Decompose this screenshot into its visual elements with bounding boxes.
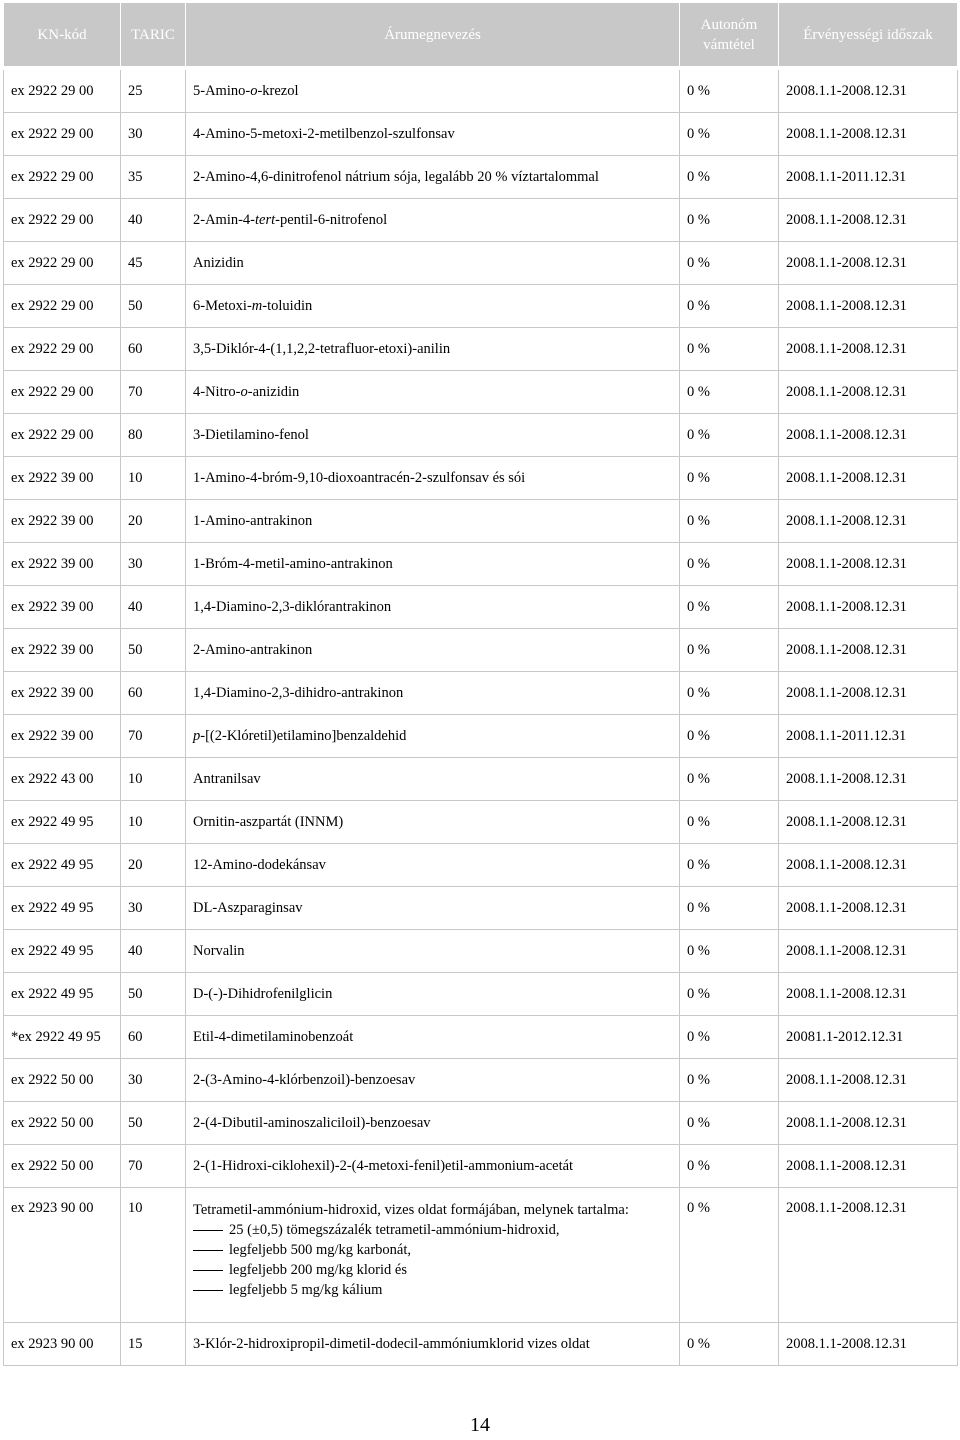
product-name-text <box>193 1027 679 1047</box>
table-row <box>4 242 958 285</box>
product-name-part: 4-Amino-5-metoxi-2-metilbenzol-szulfonsav <box>193 126 455 142</box>
cell-taric: 60 <box>121 328 186 371</box>
cell-validity-period: 2008.1.1-2008.12.31 <box>779 801 958 844</box>
product-name-text <box>193 812 679 832</box>
product-name-text <box>193 984 679 1004</box>
header-product-name: Árumegnevezés <box>186 3 680 69</box>
cell-validity-period: 2008.1.1-2008.12.31 <box>779 973 958 1016</box>
product-name-part: 3-Dietilamino-fenol <box>193 427 309 443</box>
cell-duty-rate: 0 % <box>680 242 779 285</box>
header-validity-period: Érvényességi időszak <box>779 3 958 69</box>
product-name-part: Norvalin <box>193 943 245 959</box>
cell-duty-rate: 0 % <box>680 543 779 586</box>
cell-duty-rate: 0 % <box>680 285 779 328</box>
product-name-text <box>193 941 679 961</box>
cell-product-name <box>186 758 680 801</box>
cell-product-name <box>186 543 680 586</box>
cell-product-name <box>186 1059 680 1102</box>
cell-duty-rate: 0 % <box>680 500 779 543</box>
cell-taric: 50 <box>121 1102 186 1145</box>
cell-product-name <box>186 801 680 844</box>
cell-duty-rate: 0 % <box>680 68 779 113</box>
cell-kn-code: ex 2922 49 95 <box>4 930 121 973</box>
cell-taric: 20 <box>121 500 186 543</box>
product-name-text <box>193 855 679 875</box>
composition-item: legfeljebb 5 mg/kg kálium <box>193 1280 679 1300</box>
cell-kn-code: ex 2922 43 00 <box>4 758 121 801</box>
cell-validity-period: 2008.1.1-2008.12.31 <box>779 457 958 500</box>
table-row <box>4 1059 958 1102</box>
cell-taric: 50 <box>121 285 186 328</box>
cell-product-name <box>186 199 680 242</box>
table-header-row <box>4 3 958 69</box>
cell-taric: 40 <box>121 586 186 629</box>
table-row <box>4 930 958 973</box>
composition-item: legfeljebb 500 mg/kg karbonát, <box>193 1240 679 1260</box>
product-name-text <box>193 468 679 488</box>
product-name-text <box>193 898 679 918</box>
cell-product-name <box>186 844 680 887</box>
cell-validity-period: 2008.1.1-2008.12.31 <box>779 68 958 113</box>
product-name-part: 1,4-Diamino-2,3-diklórantrakinon <box>193 599 392 615</box>
table-row <box>4 973 958 1016</box>
product-name-part: 2-(1-Hidroxi-ciklohexil)-2-(4-metoxi-fenil)etil-ammonium-acetát <box>193 1158 574 1174</box>
product-name-part: 1-Bróm-4-metil-amino-antrakinon <box>193 556 393 572</box>
cell-taric: 80 <box>121 414 186 457</box>
cell-kn-code: ex 2922 29 00 <box>4 285 121 328</box>
product-name-part: Ornitin-aszpartát (INNM) <box>193 814 344 830</box>
table-row <box>4 457 958 500</box>
product-name-part: 12-Amino-dodekánsav <box>193 857 326 873</box>
cell-kn-code: ex 2922 49 95 <box>4 844 121 887</box>
cell-product-name <box>186 500 680 543</box>
cell-kn-code: ex 2922 29 00 <box>4 156 121 199</box>
cell-duty-rate: 0 % <box>680 629 779 672</box>
cell-kn-code: ex 2922 29 00 <box>4 414 121 457</box>
cell-product-name <box>186 1016 680 1059</box>
product-name-part: 2-Amin-4- <box>193 212 256 228</box>
table-row <box>4 1188 958 1323</box>
product-name-italic-part: o <box>240 384 248 400</box>
cell-kn-code: ex 2922 49 95 <box>4 973 121 1016</box>
product-name-text <box>193 1113 679 1133</box>
table-row <box>4 758 958 801</box>
cell-duty-rate: 0 % <box>680 328 779 371</box>
cell-duty-rate: 0 % <box>680 1145 779 1188</box>
cell-validity-period: 2008.1.1-2008.12.31 <box>779 371 958 414</box>
product-name-part: 2-(4-Dibutil-aminoszaliciloil)-benzoesav <box>193 1115 431 1131</box>
cell-taric: 50 <box>121 973 186 1016</box>
product-name-text <box>193 1334 679 1354</box>
cell-duty-rate: 0 % <box>680 715 779 758</box>
product-name-part: 5-Amino- <box>193 83 251 99</box>
table-row <box>4 199 958 242</box>
cell-kn-code: ex 2923 90 00 <box>4 1188 121 1323</box>
table-row <box>4 1323 958 1366</box>
cell-product-name <box>186 672 680 715</box>
cell-kn-code: ex 2922 29 00 <box>4 371 121 414</box>
cell-product-name <box>186 629 680 672</box>
cell-validity-period: 20081.1-2012.12.31 <box>779 1016 958 1059</box>
cell-taric: 40 <box>121 930 186 973</box>
cell-taric: 10 <box>121 1188 186 1323</box>
cell-duty-rate: 0 % <box>680 457 779 500</box>
cell-product-name <box>186 68 680 113</box>
cell-validity-period: 2008.1.1-2008.12.31 <box>779 328 958 371</box>
cell-kn-code: ex 2922 39 00 <box>4 715 121 758</box>
product-name-part: 2-(3-Amino-4-klórbenzoil)-benzoesav <box>193 1072 416 1088</box>
cell-duty-rate: 0 % <box>680 414 779 457</box>
cell-product-name <box>186 285 680 328</box>
cell-duty-rate: 0 % <box>680 930 779 973</box>
cell-taric: 15 <box>121 1323 186 1366</box>
table-row <box>4 113 958 156</box>
cell-taric: 40 <box>121 199 186 242</box>
cell-validity-period: 2008.1.1-2008.12.31 <box>779 758 958 801</box>
product-name-text <box>193 726 679 746</box>
cell-duty-rate: 0 % <box>680 973 779 1016</box>
cell-duty-rate: 0 % <box>680 1102 779 1145</box>
product-name-part: 6-Metoxi- <box>193 298 252 314</box>
product-name-italic-part: p <box>193 728 201 744</box>
table-row <box>4 672 958 715</box>
table-row <box>4 1145 958 1188</box>
product-name-text <box>193 81 679 101</box>
product-name-part: -pentil-6-nitrofenol <box>275 212 388 228</box>
cell-duty-rate: 0 % <box>680 1059 779 1102</box>
cell-taric: 10 <box>121 801 186 844</box>
table-row <box>4 801 958 844</box>
product-name-text <box>193 296 679 316</box>
cell-kn-code: ex 2922 39 00 <box>4 500 121 543</box>
cell-validity-period: 2008.1.1-2008.12.31 <box>779 1102 958 1145</box>
cell-kn-code: ex 2922 29 00 <box>4 199 121 242</box>
cell-taric: 60 <box>121 672 186 715</box>
cell-duty-rate: 0 % <box>680 844 779 887</box>
cell-kn-code: ex 2922 29 00 <box>4 328 121 371</box>
cell-duty-rate: 0 % <box>680 1323 779 1366</box>
tariff-table <box>3 2 958 1366</box>
product-name-text <box>193 640 679 660</box>
page-number: 14 <box>470 1414 490 1436</box>
cell-duty-rate: 0 % <box>680 801 779 844</box>
cell-validity-period: 2008.1.1-2008.12.31 <box>779 199 958 242</box>
cell-kn-code: ex 2923 90 00 <box>4 1323 121 1366</box>
cell-taric: 70 <box>121 371 186 414</box>
cell-product-name <box>186 328 680 371</box>
cell-taric: 45 <box>121 242 186 285</box>
product-name-text <box>193 554 679 574</box>
cell-product-name <box>186 1145 680 1188</box>
product-name-italic-part: m <box>251 298 263 314</box>
cell-kn-code: ex 2922 50 00 <box>4 1145 121 1188</box>
cell-kn-code: ex 2922 29 00 <box>4 68 121 113</box>
cell-validity-period: 2008.1.1-2008.12.31 <box>779 1188 958 1323</box>
cell-duty-rate: 0 % <box>680 1016 779 1059</box>
cell-taric: 70 <box>121 715 186 758</box>
product-name-text <box>193 124 679 144</box>
table-row <box>4 1102 958 1145</box>
cell-duty-rate: 0 % <box>680 586 779 629</box>
product-name-part: Etil-4-dimetilaminobenzoát <box>193 1029 354 1045</box>
table-row <box>4 285 958 328</box>
product-name-part: 3-Klór-2-hidroxipropil-dimetil-dodecil-ammóniumklorid vizes oldat <box>193 1336 590 1352</box>
cell-kn-code: ex 2922 39 00 <box>4 586 121 629</box>
product-name-part: 3,5-Diklór-4-(1,1,2,2-tetrafluor-etoxi)-anilin <box>193 341 451 357</box>
product-name-part: -[(2-Klóretil)etilamino]benzaldehid <box>200 728 407 744</box>
cell-validity-period: 2008.1.1-2008.12.31 <box>779 1145 958 1188</box>
product-name-part: 1-Amino-antrakinon <box>193 513 313 529</box>
cell-kn-code: ex 2922 49 95 <box>4 801 121 844</box>
cell-taric: 20 <box>121 844 186 887</box>
cell-kn-code: ex 2922 50 00 <box>4 1102 121 1145</box>
cell-product-name <box>186 1188 680 1323</box>
cell-validity-period: 2008.1.1-2008.12.31 <box>779 242 958 285</box>
cell-kn-code: ex 2922 39 00 <box>4 672 121 715</box>
table-row <box>4 543 958 586</box>
cell-validity-period: 2008.1.1-2008.12.31 <box>779 629 958 672</box>
cell-taric: 35 <box>121 156 186 199</box>
cell-taric: 30 <box>121 887 186 930</box>
product-name-text <box>193 511 679 531</box>
product-name-part: D-(-)-Dihidrofenilglicin <box>193 986 333 1002</box>
product-name-part: Antranilsav <box>193 771 261 787</box>
cell-taric: 30 <box>121 1059 186 1102</box>
product-name-part: 2-Amino-antrakinon <box>193 642 313 658</box>
product-name-part: 1-Amino-4-bróm-9,10-dioxoantracén-2-szulfonsav és sói <box>193 470 526 486</box>
cell-duty-rate: 0 % <box>680 156 779 199</box>
table-row <box>4 715 958 758</box>
table-row <box>4 414 958 457</box>
cell-taric: 30 <box>121 543 186 586</box>
cell-duty-rate: 0 % <box>680 672 779 715</box>
cell-validity-period: 2008.1.1-2011.12.31 <box>779 156 958 199</box>
cell-product-name <box>186 973 680 1016</box>
product-name-part: -krezol <box>257 83 299 99</box>
cell-validity-period: 2008.1.1-2008.12.31 <box>779 414 958 457</box>
cell-taric: 60 <box>121 1016 186 1059</box>
cell-duty-rate: 0 % <box>680 1188 779 1323</box>
product-name-part: 4-Nitro- <box>193 384 241 400</box>
product-name-text <box>193 1070 679 1090</box>
product-name-part: DL-Aszparaginsav <box>193 900 303 916</box>
product-name-part: Anizidin <box>193 255 244 271</box>
composition-list <box>193 1220 679 1300</box>
table-row <box>4 68 958 113</box>
cell-validity-period: 2008.1.1-2008.12.31 <box>779 844 958 887</box>
table-row <box>4 629 958 672</box>
header-taric: TARIC <box>121 3 186 69</box>
table-row <box>4 887 958 930</box>
product-name-part: -toluidin <box>262 298 313 314</box>
cell-taric: 10 <box>121 758 186 801</box>
cell-product-name <box>186 371 680 414</box>
table-row <box>4 586 958 629</box>
table-body <box>4 68 958 1366</box>
cell-taric: 30 <box>121 113 186 156</box>
cell-validity-period: 2008.1.1-2008.12.31 <box>779 930 958 973</box>
cell-validity-period: 2008.1.1-2008.12.31 <box>779 113 958 156</box>
cell-product-name <box>186 1102 680 1145</box>
product-name-part: -anizidin <box>247 384 300 400</box>
composition-item: 25 (±0,5) tömegszázalék tetrametil-ammónium-hidroxid, <box>193 1220 679 1240</box>
cell-validity-period: 2008.1.1-2008.12.31 <box>779 1059 958 1102</box>
product-name-italic-part: tert <box>255 212 276 228</box>
cell-kn-code: ex 2922 50 00 <box>4 1059 121 1102</box>
cell-validity-period: 2008.1.1-2008.12.31 <box>779 586 958 629</box>
cell-kn-code: ex 2922 49 95 <box>4 887 121 930</box>
table-row <box>4 844 958 887</box>
cell-duty-rate: 0 % <box>680 113 779 156</box>
cell-kn-code: ex 2922 39 00 <box>4 543 121 586</box>
cell-duty-rate: 0 % <box>680 887 779 930</box>
product-name-text <box>193 1200 679 1220</box>
product-name-text <box>193 597 679 617</box>
cell-product-name <box>186 113 680 156</box>
cell-validity-period: 2008.1.1-2008.12.31 <box>779 1323 958 1366</box>
cell-product-name <box>186 930 680 973</box>
cell-kn-code: *ex 2922 49 95 <box>4 1016 121 1059</box>
cell-product-name <box>186 414 680 457</box>
header-duty-line1: Autonóm <box>700 16 758 33</box>
cell-validity-period: 2008.1.1-2008.12.31 <box>779 543 958 586</box>
table-row <box>4 1016 958 1059</box>
cell-taric: 25 <box>121 68 186 113</box>
product-name-text <box>193 425 679 445</box>
product-name-text <box>193 1156 679 1176</box>
cell-kn-code: ex 2922 29 00 <box>4 242 121 285</box>
cell-duty-rate: 0 % <box>680 758 779 801</box>
product-name-text <box>193 253 679 273</box>
cell-validity-period: 2008.1.1-2011.12.31 <box>779 715 958 758</box>
cell-product-name <box>186 715 680 758</box>
product-name-italic-part: o <box>250 83 258 99</box>
product-name-part: 2-Amino-4,6-dinitrofenol nátrium sója, legalább 20 % víztartalommal <box>193 169 599 185</box>
table-row <box>4 500 958 543</box>
table-row <box>4 371 958 414</box>
cell-product-name <box>186 1323 680 1366</box>
cell-validity-period: 2008.1.1-2008.12.31 <box>779 285 958 328</box>
product-name-text <box>193 683 679 703</box>
cell-product-name <box>186 457 680 500</box>
cell-kn-code: ex 2922 39 00 <box>4 629 121 672</box>
cell-validity-period: 2008.1.1-2008.12.31 <box>779 887 958 930</box>
cell-taric: 10 <box>121 457 186 500</box>
product-name-part: 1,4-Diamino-2,3-dihidro-antrakinon <box>193 685 404 701</box>
cell-product-name <box>186 887 680 930</box>
cell-duty-rate: 0 % <box>680 199 779 242</box>
product-name-text <box>193 382 679 402</box>
table-row <box>4 328 958 371</box>
header-kn-code: KN-kód <box>4 3 121 69</box>
product-name-text <box>193 167 679 187</box>
product-name-text <box>193 769 679 789</box>
header-duty-rate <box>680 3 779 69</box>
cell-product-name <box>186 586 680 629</box>
product-name-text <box>193 210 679 230</box>
cell-kn-code: ex 2922 39 00 <box>4 457 121 500</box>
cell-product-name <box>186 242 680 285</box>
table-row <box>4 156 958 199</box>
composition-item: legfeljebb 200 mg/kg klorid és <box>193 1260 679 1280</box>
cell-taric: 70 <box>121 1145 186 1188</box>
cell-validity-period: 2008.1.1-2008.12.31 <box>779 500 958 543</box>
cell-taric: 50 <box>121 629 186 672</box>
cell-product-name <box>186 156 680 199</box>
product-name-part: Tetrametil-ammónium-hidroxid, vizes oldat formájában, melynek tartalma: <box>193 1202 629 1218</box>
cell-validity-period: 2008.1.1-2008.12.31 <box>779 672 958 715</box>
product-name-text <box>193 339 679 359</box>
cell-duty-rate: 0 % <box>680 371 779 414</box>
cell-kn-code: ex 2922 29 00 <box>4 113 121 156</box>
header-duty-line2: vámtétel <box>703 36 755 53</box>
